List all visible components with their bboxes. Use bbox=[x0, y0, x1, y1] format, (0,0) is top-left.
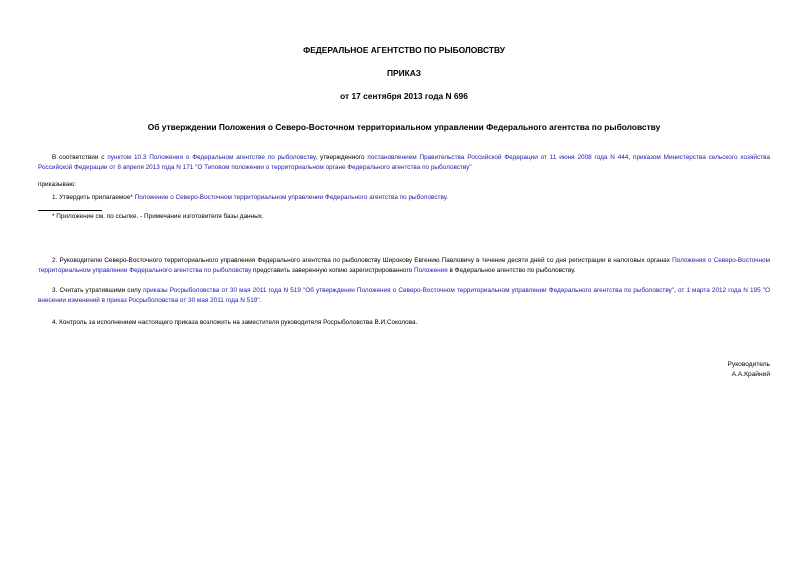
basis-text-2: , утвержденного bbox=[315, 154, 368, 161]
orders-word: приказываю: bbox=[38, 181, 76, 188]
item-3-text-1: 3. Считать утратившими силу bbox=[52, 287, 144, 294]
link-government-decree[interactable]: постановлением Правительства Российской Федерации от 11 июня 2008 года N 444 bbox=[367, 154, 629, 161]
item-2-text-3: в Федеральное агентство по рыболовству. bbox=[447, 267, 576, 274]
basis-text-1: В соответствии с bbox=[52, 154, 108, 161]
link-regulation-registration[interactable]: Положения о Северо-Восточном территориальном управлении Федерального агентства по рыболовству bbox=[38, 257, 770, 274]
item-3 bbox=[38, 286, 770, 306]
item-4 bbox=[38, 318, 770, 328]
order-date: от 17 сентября 2013 года N 696 bbox=[340, 91, 468, 101]
item-4-text: 4. Контроль за исполнением настоящего приказа возложить на заместителя руководителя Росрыболовства В.И.Соколова. bbox=[52, 319, 418, 326]
agency-name: ФЕДЕРАЛЬНОЕ АГЕНТСТВО ПО РЫБОЛОВСТВУ bbox=[303, 45, 505, 55]
footnote bbox=[38, 212, 770, 222]
basis-paragraph bbox=[38, 153, 770, 173]
footnote-divider bbox=[38, 210, 102, 211]
link-order-519[interactable]: приказы Росрыболовства от 30 мая 2011 года N 519 "Об утверждении Положения о Северо-Восточном территориальном управлении Федерального агентства по рыболовству" bbox=[143, 287, 675, 294]
document-page bbox=[38, 0, 770, 571]
item-2-text-2: представить заверенную копию зарегистрированного bbox=[251, 267, 414, 274]
basis-text-3: , bbox=[628, 154, 633, 161]
item-1-text-1: 1. Утвердить прилагаемое* bbox=[52, 194, 135, 201]
item-1 bbox=[38, 193, 770, 203]
item-2 bbox=[38, 256, 770, 276]
link-ministry-order[interactable]: приказом Министерства сельского хозяйства Российской Федерации от 8 апреля 2013 года N 171 "О Типовом положении о территориальном органе Федерального агентства по рыболовству" bbox=[38, 154, 770, 171]
footnote-text: * Приложение см. по ссылке. - Примечание изготовителя базы данных. bbox=[52, 213, 264, 220]
link-order-195[interactable]: от 1 марта 2012 года N 195 "О внесении изменений в приказ Росрыболовства от 30 мая 2011 года N 519" bbox=[38, 287, 770, 304]
item-3-text-2: , bbox=[674, 287, 678, 294]
link-regulation-clause[interactable]: пунктом 10.3 Положения о Федеральном агентстве по рыболовству bbox=[107, 154, 316, 161]
order-title: Об утверждении Положения о Северо-Восточном территориальном управлении Федерального агентства по рыболовству bbox=[147, 122, 661, 132]
item-2-text-1: 2. Руководителю Северо-Восточного территориального управления Федерального агентства по рыболовству Широкову Евгению Павловичу в течение десяти дней со дня регистрации в налоговых органах bbox=[52, 257, 673, 264]
signature-name: А.А.Крайний bbox=[731, 371, 770, 378]
signature-title: Руководитель bbox=[727, 361, 770, 368]
item-1-text-2: . bbox=[446, 194, 449, 201]
link-regulation-short[interactable]: Положения bbox=[414, 267, 448, 274]
link-regulation-approved[interactable]: Положение о Северо-Восточном территориальном управлении Федерального агентства по рыболовству bbox=[134, 194, 447, 201]
document-type: ПРИКАЗ bbox=[386, 68, 422, 78]
item-3-text-3: . bbox=[259, 297, 262, 304]
